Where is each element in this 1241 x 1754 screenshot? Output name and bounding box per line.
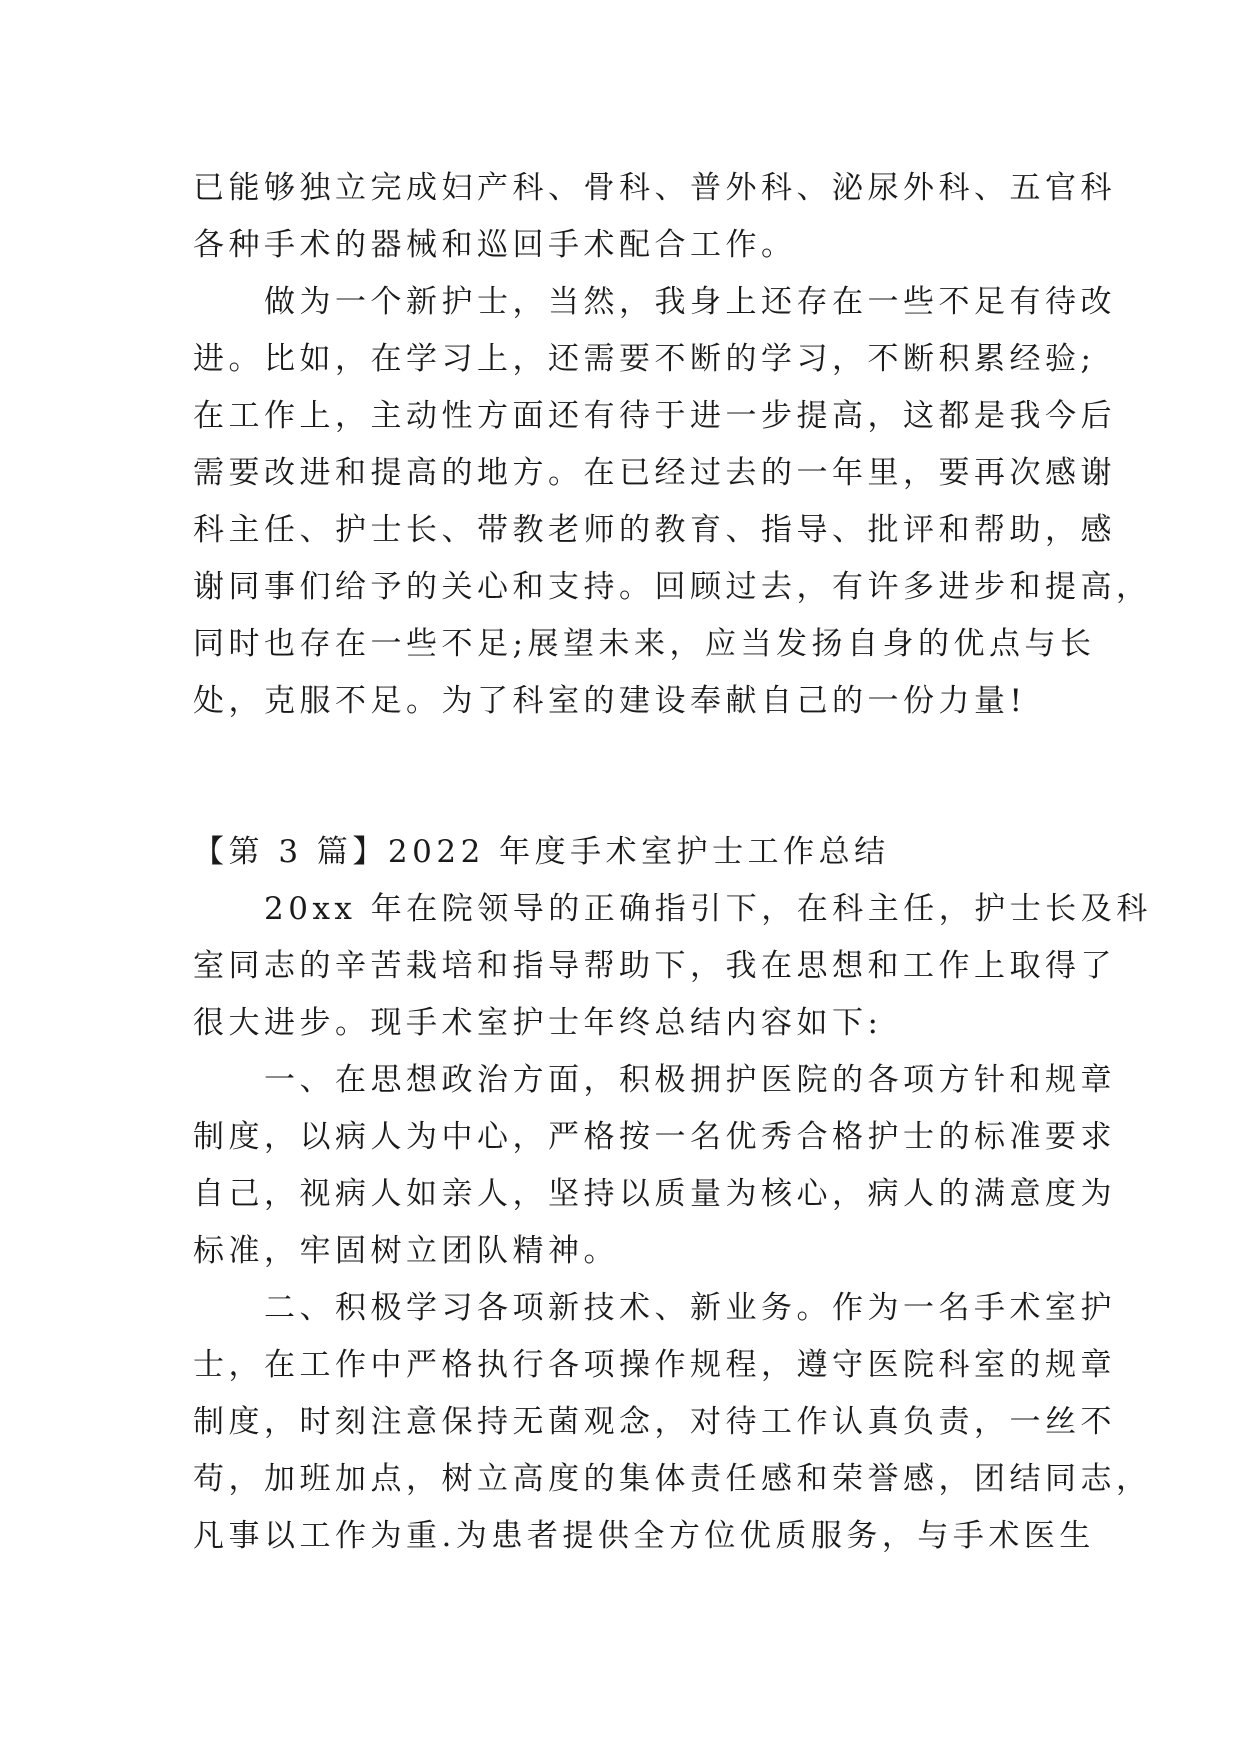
text-line: 谢同事们给予的关心和支持。回顾过去，有许多进步和提高， (193, 569, 1152, 605)
text-line: 已能够独立完成妇产科、骨科、普外科、泌尿外科、五官科 (193, 170, 1116, 206)
text-line: 标准，牢固树立团队精神。 (193, 1233, 619, 1269)
text-line: 制度，时刻注意保持无菌观念，对待工作认真负责，一丝不 (193, 1404, 1116, 1440)
text-line: 很大进步。现手术室护士年终总结内容如下: (193, 1005, 883, 1041)
text-line: 同时也存在一些不足;展望未来，应当发扬自身的优点与长 (193, 626, 1096, 662)
section-spacer (193, 730, 1055, 824)
text-line: 需要改进和提高的地方。在已经过去的一年里，要再次感谢 (193, 455, 1116, 491)
text-line: 做为一个新护士，当然，我身上还存在一些不足有待改 (193, 284, 1116, 320)
text-line: 自己，视病人如亲人，坚持以质量为核心，病人的满意度为 (193, 1176, 1116, 1212)
paragraph-block-2 (193, 824, 1152, 1565)
text-line: 室同志的辛苦栽培和指导帮助下，我在思想和工作上取得了 (193, 948, 1116, 984)
text-line: 进。比如，在学习上，还需要不断的学习，不断积累经验; (193, 341, 1096, 377)
text-line: 科主任、护士长、带教老师的教育、指导、批评和帮助，感 (193, 512, 1116, 548)
text-line: 凡事以工作为重.为患者提供全方位优质服务，与手术医生 (193, 1518, 1095, 1554)
text-line: 在工作上，主动性方面还有待于进一步提高，这都是我今后 (193, 398, 1116, 434)
document-body (193, 160, 1152, 1565)
section-heading: 【第 3 篇】2022 年度手术室护士工作总结 (193, 834, 890, 870)
text-line: 一、在思想政治方面，积极拥护医院的各项方针和规章 (193, 1062, 1116, 1098)
text-line: 各种手术的器械和巡回手术配合工作。 (193, 227, 797, 263)
text-line: 20xx 年在院领导的正确指引下，在科主任，护士长及科 (193, 891, 1152, 927)
text-line: 士，在工作中严格执行各项操作规程，遵守医院科室的规章 (193, 1347, 1116, 1383)
text-line: 苟，加班加点，树立高度的集体责任感和荣誉感，团结同志， (193, 1461, 1152, 1497)
paragraph-block-1 (193, 160, 1152, 730)
text-line: 处，克服不足。为了科室的建设奉献自己的一份力量! (193, 683, 1027, 719)
text-line: 二、积极学习各项新技术、新业务。作为一名手术室护 (193, 1290, 1116, 1326)
text-line: 制度，以病人为中心，严格按一名优秀合格护士的标准要求 (193, 1119, 1116, 1155)
